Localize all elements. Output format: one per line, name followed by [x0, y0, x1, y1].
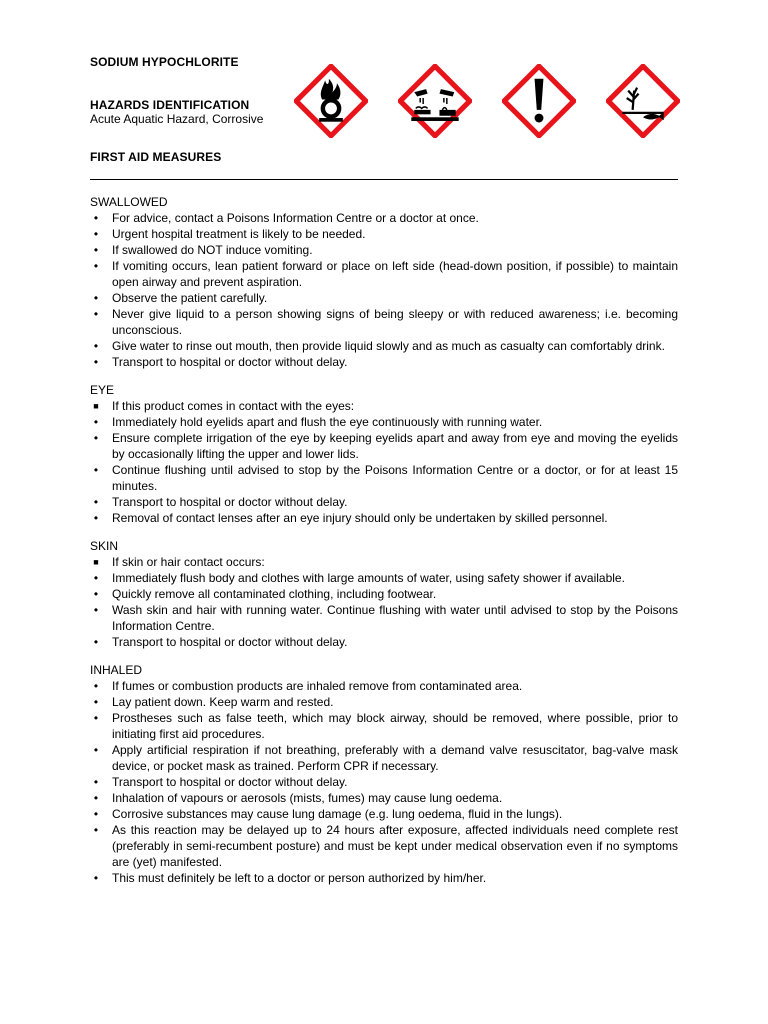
bullet-marker: • [93, 307, 99, 321]
section-divider [90, 179, 678, 180]
bullet-marker: • [93, 871, 99, 885]
bullet-marker: • [93, 243, 99, 257]
section-heading: INHALED [90, 663, 143, 677]
section-inhaled [90, 662, 678, 886]
bullet-marker: • [93, 211, 99, 225]
bullet-marker: ■ [93, 557, 99, 567]
list-item-text: As this reaction may be delayed up to 24 hours after exposure, affected individuals need complete rest (preferably in semi-recumbent posture) and must be kept under medical observation even if no symptoms are (yet) manifested. [112, 823, 678, 869]
exclamation-mark-icon [502, 64, 576, 138]
bullet-marker: ■ [93, 401, 99, 411]
bullet-marker: • [93, 635, 99, 649]
list-item-text: Transport to hospital or doctor without delay. [112, 635, 348, 649]
list-item [90, 634, 678, 650]
list-item [90, 774, 678, 790]
list-item-text: Inhalation of vapours or aerosols (mists, fumes) may cause lung oedema. [112, 791, 503, 805]
list-item-text: If this product comes in contact with the eyes: [112, 399, 355, 413]
bullet-marker: • [93, 415, 99, 429]
bullet-marker: • [93, 603, 99, 617]
list-item [90, 226, 678, 242]
list-item-text: Ensure complete irrigation of the eye by keeping eyelids apart and away from eye and moving the eyelids by occasionally lifting the upper and lower lids. [112, 431, 678, 461]
list-item-text: Quickly remove all contaminated clothing, including footwear. [112, 587, 437, 601]
bullet-marker: • [93, 587, 99, 601]
list-item-text: Prostheses such as false teeth, which may block airway, should be removed, where possible, prior to initiating first aid procedures. [112, 711, 678, 741]
bullet-marker: • [93, 495, 99, 509]
bullet-marker: • [93, 463, 99, 477]
bullet-marker: • [93, 259, 99, 273]
list-item [90, 570, 678, 586]
list-item-text: Wash skin and hair with running water. Continue flushing with water until advised to stop by the Poisons Information Centre. [112, 603, 678, 633]
list-item [90, 414, 678, 430]
list-item [90, 430, 678, 462]
bullet-list [90, 554, 678, 650]
bullet-list [90, 678, 678, 886]
list-item [90, 510, 678, 526]
ghs-pictograms [294, 64, 680, 194]
bullet-marker: • [93, 791, 99, 805]
list-item-text: Urgent hospital treatment is likely to be needed. [112, 227, 366, 241]
list-item [90, 462, 678, 494]
list-item-text: Immediately flush body and clothes with large amounts of water, using safety shower if available. [112, 571, 625, 585]
bullet-marker: • [93, 775, 99, 789]
list-item [90, 710, 678, 742]
bullet-marker: • [93, 339, 99, 353]
list-item [90, 790, 678, 806]
bullet-list [90, 398, 678, 526]
list-item-text: Immediately hold eyelids apart and flush the eye continuously with running water. [112, 415, 543, 429]
list-item-text: Continue flushing until advised to stop by the Poisons Information Centre or a doctor, or for at least 15 minutes. [112, 463, 678, 493]
list-item [90, 306, 678, 338]
list-item [90, 870, 678, 886]
list-item [90, 242, 678, 258]
list-item-text: Removal of contact lenses after an eye injury should only be undertaken by skilled personnel. [112, 511, 608, 525]
list-item [90, 554, 678, 570]
first-aid-heading: FIRST AID MEASURES [90, 150, 222, 164]
bullet-marker: • [93, 291, 99, 305]
bullet-marker: • [93, 431, 99, 445]
bullet-marker: • [93, 711, 99, 725]
list-item [90, 742, 678, 774]
list-item [90, 258, 678, 290]
list-item-text: If swallowed do NOT induce vomiting. [112, 243, 313, 257]
hazards-subtitle: Acute Aquatic Hazard, Corrosive [90, 112, 264, 126]
list-item [90, 822, 678, 870]
corrosion-icon [398, 64, 472, 138]
list-item [90, 678, 678, 694]
bullet-marker: • [93, 695, 99, 709]
list-item-text: Transport to hospital or doctor without delay. [112, 355, 348, 369]
list-item-text: Give water to rinse out mouth, then provide liquid slowly and as much as casualty can comfortably drink. [112, 339, 665, 353]
list-item-text: Transport to hospital or doctor without delay. [112, 495, 348, 509]
environment-icon [606, 64, 680, 138]
bullet-marker: • [93, 571, 99, 585]
bullet-list [90, 210, 678, 370]
bullet-marker: • [93, 823, 99, 837]
first-aid-content [90, 194, 678, 898]
list-item-text: Corrosive substances may cause lung damage (e.g. lung oedema, fluid in the lungs). [112, 807, 563, 821]
list-item [90, 290, 678, 306]
bullet-marker: • [93, 227, 99, 241]
list-item-text: Transport to hospital or doctor without delay. [112, 775, 348, 789]
list-item-text: Apply artificial respiration if not breathing, preferably with a demand valve resuscitator, bag-valve mask device, or pocket mask as trained. Perform CPR if necessary. [112, 743, 678, 773]
list-item-text: If vomiting occurs, lean patient forward or place on left side (head-down position, if possible) to maintain open airway and prevent aspiration. [112, 259, 678, 289]
flame-over-circle-icon [294, 64, 368, 138]
list-item [90, 806, 678, 822]
bullet-marker: • [93, 511, 99, 525]
list-item-text: For advice, contact a Poisons Information Centre or a doctor at once. [112, 211, 479, 225]
section-heading: SKIN [90, 539, 119, 553]
product-title: SODIUM HYPOCHLORITE [90, 55, 239, 69]
list-item-text: Observe the patient carefully. [112, 291, 268, 305]
list-item [90, 694, 678, 710]
list-item [90, 586, 678, 602]
bullet-marker: • [93, 743, 99, 757]
section-skin [90, 538, 678, 650]
list-item [90, 338, 678, 354]
list-item [90, 602, 678, 634]
section-swallowed [90, 194, 678, 370]
list-item [90, 354, 678, 370]
section-eye [90, 382, 678, 526]
hazards-heading: HAZARDS IDENTIFICATION [90, 98, 250, 112]
bullet-marker: • [93, 355, 99, 369]
list-item [90, 494, 678, 510]
list-item [90, 398, 678, 414]
list-item-text: Never give liquid to a person showing signs of being sleepy or with reduced awareness; i.e. becoming unconscious. [112, 307, 678, 337]
bullet-marker: • [93, 807, 99, 821]
list-item-text: If fumes or combustion products are inhaled remove from contaminated area. [112, 679, 523, 693]
list-item-text: Lay patient down. Keep warm and rested. [112, 695, 334, 709]
list-item [90, 210, 678, 226]
list-item-text: This must definitely be left to a doctor or person authorized by him/her. [112, 871, 487, 885]
section-heading: EYE [90, 383, 115, 397]
list-item-text: If skin or hair contact occurs: [112, 555, 265, 569]
bullet-marker: • [93, 679, 99, 693]
section-heading: SWALLOWED [90, 195, 168, 209]
